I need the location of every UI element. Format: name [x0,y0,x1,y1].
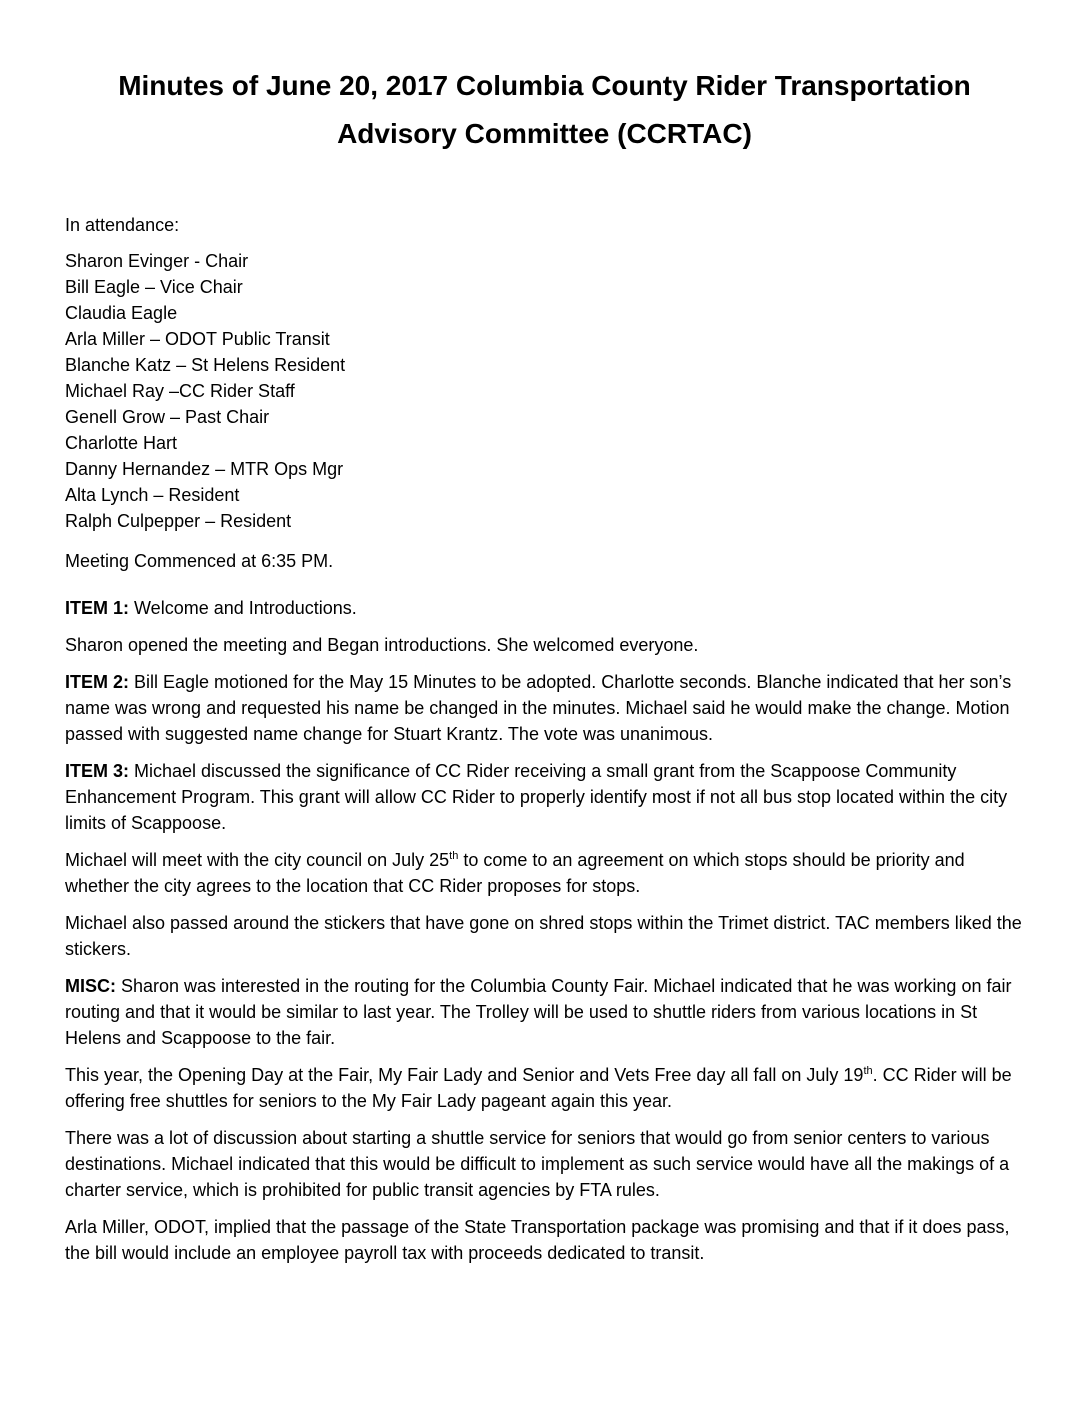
attendee-line: Claudia Eagle [65,303,178,323]
minutes-paragraph [65,595,1024,621]
paragraph-lead: ITEM 2: [65,672,130,692]
paragraph-text: to come to an agreement on which stops should be priority and whether the city agrees to the location that CC Rider proposes for stops. [65,850,965,896]
paragraph-text: Bill Eagle motioned for the May 15 Minutes to be adopted. Charlotte seconds. Blanche indicated that her son’s name was wrong and requested his name be changed in the minutes. Michael said he would make the change. Motion passed with suggested name change for Stuart Krantz. The vote was unanimous. [65,672,1012,744]
attendee-line: Sharon Evinger - Chair [65,251,249,271]
attendee-line: Arla Miller – ODOT Public Transit [65,329,330,349]
attendee-line: Charlotte Hart [65,433,178,453]
paragraph-text: Michael discussed the significance of CC Rider receiving a small grant from the Scappoose Community Enhancement Program. This grant will allow CC Rider to properly identify most if not all bus stop located within the city limits of Scappoose. [65,761,1008,833]
paragraph-text: Michael also passed around the stickers that have gone on shred stops within the Trimet district. TAC members liked the stickers. [65,913,1022,959]
minutes-paragraph [65,632,1024,658]
attendance-label: In attendance: [65,215,180,235]
page-title-line-1: Minutes of June 20, 2017 Columbia County Rider Transportation [118,70,971,101]
minutes-paragraph [65,1214,1024,1266]
paragraph-lead: ITEM 3: [65,761,130,781]
minutes-paragraph [65,847,1024,899]
attendee-list [65,248,1024,534]
paragraph-text: Sharon opened the meeting and Began introductions. She welcomed everyone. [65,635,699,655]
paragraph-text: There was a lot of discussion about starting a shuttle service for seniors that would go from senior centers to various destinations. Michael indicated that this would be difficult to implement as such service would have all the makings of a charter service, which is prohibited for public transit agencies by FTA rules. [65,1128,1010,1200]
attendee-line: Genell Grow – Past Chair [65,407,270,427]
paragraph-text: Welcome and Introductions. [129,598,357,618]
attendee-line: Bill Eagle – Vice Chair [65,277,243,297]
minutes-paragraph [65,1125,1024,1203]
paragraph-text: Arla Miller, ODOT, implied that the passage of the State Transportation package was promising and that if it does pass, the bill would include an employee payroll tax with proceeds dedicated to transit. [65,1217,1010,1263]
paragraph-text: This year, the Opening Day at the Fair, My Fair Lady and Senior and Vets Free day all fall on July 19 [65,1065,864,1085]
attendee-line: Alta Lynch – Resident [65,485,240,505]
ordinal-superscript: th [449,850,459,862]
paragraph-text: Michael will meet with the city council on July 25 [65,850,450,870]
minutes-paragraph [65,669,1024,747]
attendee-line: Danny Hernandez – MTR Ops Mgr [65,459,344,479]
attendee-line: Blanche Katz – St Helens Resident [65,355,346,375]
minutes-paragraph [65,758,1024,836]
meeting-commenced-text: Meeting Commenced at 6:35 PM. [65,551,334,571]
minutes-paragraph [65,973,1024,1051]
minutes-paragraph [65,910,1024,962]
ordinal-superscript: th [863,1065,873,1077]
paragraph-text: . CC Rider will be offering free shuttles for seniors to the My Fair Lady pageant again this year. [65,1065,1012,1111]
attendee-line: Michael Ray –CC Rider Staff [65,381,295,401]
paragraph-text: Sharon was interested in the routing for the Columbia County Fair. Michael indicated that he was working on fair routing and that it would be similar to last year. The Trolley will be used to shuttle riders from various locations in St Helens and Scappoose to the fair. [65,976,1012,1048]
attendee-line: Ralph Culpepper – Resident [65,511,292,531]
minutes-paragraph [65,1062,1024,1114]
paragraph-lead: ITEM 1: [65,598,130,618]
page-title-line-2: Advisory Committee (CCRTAC) [337,118,752,149]
minutes-body [65,595,1024,1266]
paragraph-lead: MISC: [65,976,116,996]
page-title [65,62,1024,158]
